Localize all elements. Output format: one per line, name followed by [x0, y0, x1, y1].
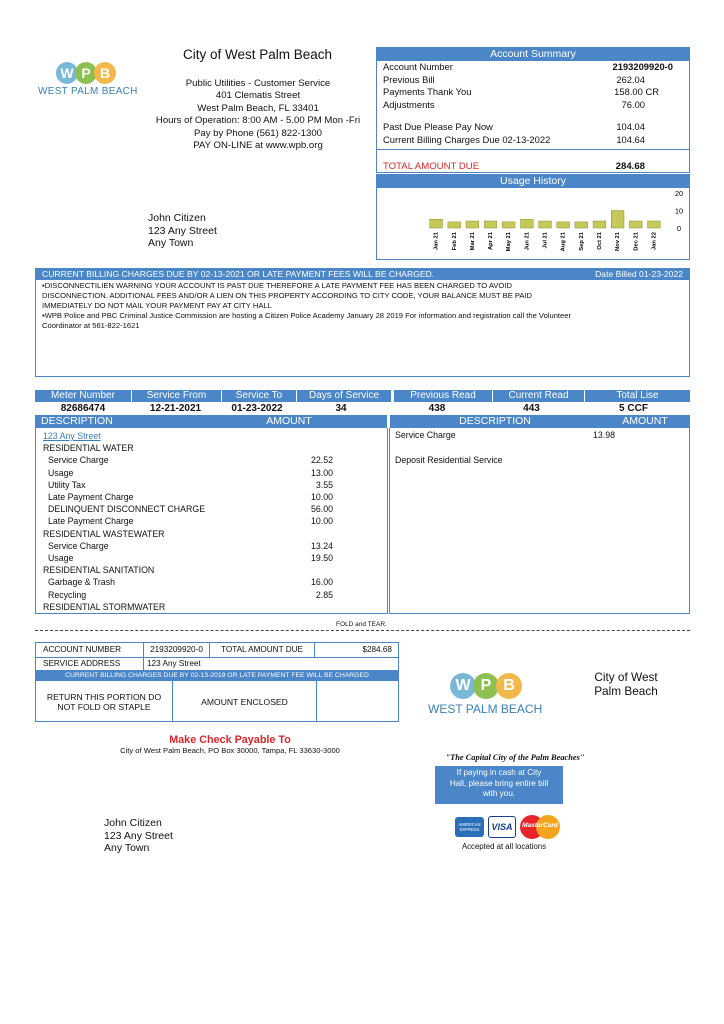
- usage-bar: [520, 219, 533, 228]
- meter-value-row: [35, 402, 690, 415]
- notice-header: [36, 269, 689, 280]
- charge-desc: Usage: [48, 553, 74, 564]
- x-tick-label: Jan 21: [433, 232, 440, 251]
- notice-line: ▪WPB Police and PBC Criminal Justice Commission are hosting a Citizen Police Academy January 28 2019 For information and registration call the Volunteer: [42, 311, 572, 320]
- charge-row: [43, 576, 380, 588]
- charge-desc: RESIDENTIAL WATER: [43, 443, 134, 454]
- charge-amount: 13.00: [310, 467, 333, 478]
- customer-name: John Citizen: [104, 817, 162, 829]
- customer-name: John Citizen: [148, 212, 206, 224]
- charge-amount: 3.55: [315, 479, 333, 490]
- total-due-row: [383, 161, 683, 172]
- charge-amount: 16.00: [310, 577, 333, 588]
- customer-town: Any Town: [104, 842, 150, 854]
- meter-col-header: Current Read: [493, 390, 585, 402]
- stub-notice: CURRENT BILLING CHARGES DUE BY 02-13-2019 OR LATE PAYMENT FEE WILL BE CHARGED: [36, 670, 398, 681]
- date-billed: Date Billed 01-23-2022: [595, 269, 683, 279]
- summary-value: 158.00 CR: [614, 86, 659, 97]
- charge-row: [43, 467, 380, 479]
- city-logo: [38, 62, 138, 97]
- fold-text: FOLD and TEAR.: [336, 621, 387, 628]
- mailing-address: [104, 817, 173, 855]
- charges-header-row: [35, 415, 690, 428]
- summary-value: 104.64: [616, 133, 645, 145]
- charge-desc: Usage: [48, 467, 74, 478]
- usage-bar: [575, 222, 588, 228]
- meter-number: 82686474: [60, 403, 106, 414]
- x-tick-label: Apr 21: [488, 232, 495, 251]
- usage-history-title: Usage History: [377, 175, 689, 188]
- service-address-link[interactable]: 123 Any Street: [43, 431, 101, 441]
- summary-label: Payments Thank You: [383, 86, 472, 97]
- summary-row: [383, 134, 683, 147]
- x-tick-label: Dec 21: [633, 232, 640, 251]
- amount-enclosed-field[interactable]: [317, 681, 398, 722]
- card-logos: [455, 815, 560, 839]
- desc-header-right: DESCRIPTION: [459, 415, 531, 427]
- summary-label: Past Due Please Pay Now: [383, 121, 493, 132]
- x-tick-label: Jun 21: [524, 232, 531, 251]
- meter-col-header: Meter Number: [35, 390, 132, 402]
- summary-label: Previous Bill: [383, 73, 435, 85]
- previous-read: 438: [428, 403, 446, 414]
- meter-header-row: [35, 390, 690, 402]
- charge-desc: Late Payment Charge: [48, 516, 134, 527]
- amount-header-left: AMOUNT: [266, 415, 312, 427]
- total-use: 5 CCF: [619, 403, 648, 414]
- usage-bar: [502, 222, 515, 228]
- total-due-label: TOTAL AMOUNT DUE: [383, 161, 480, 172]
- visa-icon: VISA: [488, 816, 516, 838]
- customer-street: 123 Any Street: [148, 224, 217, 237]
- current-read: 443: [523, 403, 540, 414]
- charge-amount: 13.24: [310, 540, 333, 551]
- stub-service-label: SERVICE ADDRESS: [36, 658, 144, 670]
- charge-desc: RESIDENTIAL SANITATION: [43, 565, 155, 576]
- charge-desc: Service Charge: [48, 455, 109, 466]
- summary-row: [383, 99, 683, 112]
- left-charges-list: [36, 428, 387, 615]
- stub-return-text: RETURN THIS PORTION DO NOT FOLD OR STAPLE: [36, 681, 173, 722]
- usage-bar: [648, 221, 661, 228]
- stub-service-value: 123 Any Street: [147, 659, 201, 668]
- x-tick-label: Jan 22: [651, 232, 658, 251]
- meter-col-header: Previous Read: [394, 390, 493, 402]
- utility-address-block: [140, 78, 376, 152]
- summary-value: 2193209920-0: [612, 61, 673, 72]
- total-due-value: 284.68: [615, 161, 645, 172]
- x-tick-label: Jul 21: [542, 232, 549, 249]
- customer-address: [148, 212, 217, 250]
- charge-row: [43, 515, 380, 527]
- usage-bar: [448, 222, 461, 228]
- summary-value: 104.04: [616, 121, 645, 132]
- right-charges-list: [390, 428, 689, 467]
- charge-desc: RESIDENTIAL STORMWATER: [43, 601, 166, 612]
- logo-text: WEST PALM BEACH: [38, 86, 138, 97]
- payment-stub: [35, 642, 399, 722]
- usage-bar: [629, 221, 642, 228]
- address-line: PAY ON-LINE at www.wpb.org: [193, 140, 323, 152]
- charge-row: [43, 503, 380, 515]
- stub-total-label: TOTAL AMOUNT DUE: [210, 643, 315, 657]
- notice-line: Coordinator at 561-822-1621: [42, 321, 140, 330]
- logo-text: WEST PALM BEACH: [428, 702, 543, 716]
- x-tick-label: Mar 21: [469, 232, 476, 251]
- summary-rows: [383, 61, 683, 146]
- logo-circle-w: W: [450, 673, 476, 699]
- charge-amount: 19.50: [310, 553, 333, 564]
- charge-row: [395, 455, 684, 465]
- y-tick-label: 20: [674, 189, 684, 198]
- logo-circle-w: W: [56, 62, 78, 84]
- charge-desc: Service Charge: [395, 430, 456, 440]
- logo-circle-p: P: [75, 62, 97, 84]
- charge-desc: Utility Tax: [48, 479, 86, 490]
- charge-row: [43, 540, 380, 552]
- meter-col-header: Total Lise: [616, 390, 659, 401]
- stub-row-2: [36, 658, 398, 670]
- summary-value: 76.00: [621, 98, 645, 110]
- y-tick-label: 10: [674, 206, 684, 216]
- charge-row: [43, 491, 380, 503]
- charge-row: [43, 589, 380, 601]
- address-line: 401 Clematis Street: [215, 90, 301, 102]
- charge-amount: 2.85: [315, 589, 333, 600]
- logo-circle-b: B: [94, 62, 116, 84]
- address-line: Pay by Phone (561) 822-1300: [193, 127, 322, 139]
- notice-body: [36, 280, 689, 332]
- x-tick-label: May 21: [506, 232, 513, 252]
- charge-desc: DELINQUENT DISCONNECT CHARGE: [48, 504, 206, 515]
- logo-circle-p: P: [473, 673, 499, 699]
- summary-row: [383, 121, 683, 134]
- notice-line: DISCONNECTION. ADDITIONAL FEES AND/OR A LIEN ON THIS PROPERTY ACCORDING TO CITY CODE, YOUR BALANCE MUST BE PAID: [42, 291, 533, 300]
- summary-label: Adjustments: [383, 98, 435, 110]
- accepted-note: Accepted at all locations: [461, 842, 547, 851]
- meter-col-header: Days of Service: [297, 390, 394, 402]
- usage-bar: [430, 219, 443, 228]
- usage-bar: [539, 221, 552, 228]
- usage-history-panel: [376, 174, 690, 260]
- charges-left: [35, 428, 388, 614]
- remit-address: City of West Palm Beach, PO Box 30000, Tampa, FL 33630-3000: [120, 746, 340, 755]
- charge-section-heading: [43, 601, 380, 613]
- x-tick-label: Sep 21: [578, 232, 585, 251]
- stub-account-value: 2193209920-0: [144, 643, 210, 657]
- city-slogan: "The Capital City of the Palm Beaches": [445, 753, 585, 762]
- x-tick-label: Aug 21: [560, 232, 567, 252]
- charge-amount: 56.00: [310, 504, 333, 515]
- y-tick-label: 0: [676, 224, 682, 233]
- make-check-heading: Make Check Payable To: [169, 734, 291, 746]
- amount-header-right: AMOUNT: [622, 415, 668, 427]
- x-tick-label: Oct 21: [596, 232, 603, 250]
- x-tick-label: Feb 21: [451, 232, 458, 251]
- notice-line: ▪DISCONNECTILIEN WARNING YOUR ACCOUNT IS PAST DUE THEREFORE A LATE PAYMENT FEE HAS BEEN CHARGED TO AVOID: [42, 281, 512, 290]
- charge-row: [43, 454, 380, 466]
- charge-amount: 13.98: [593, 430, 616, 440]
- days-of-service: 34: [335, 403, 347, 414]
- customer-street: 123 Any Street: [104, 829, 173, 842]
- desc-header-left: DESCRIPTION: [41, 415, 113, 427]
- stub-total-value: $284.68: [362, 645, 392, 654]
- charge-section-heading: [43, 442, 380, 454]
- summary-row: [383, 61, 683, 74]
- cash-note: If paying in cash at City Hall, please bring entire bill with you.: [435, 766, 563, 804]
- charge-row: [395, 430, 684, 444]
- meter-col-header: Service From: [132, 390, 222, 402]
- customer-town: Any Town: [148, 237, 194, 249]
- notice-line: IMMEDIATELY DO NOT MAIL YOUR PAYMENT PAY AT CITY HALL: [42, 301, 272, 310]
- stub-account-label: ACCOUNT NUMBER: [36, 643, 144, 657]
- stub-row-3: [36, 681, 398, 722]
- logo-circle-b: B: [496, 673, 522, 699]
- usage-bar: [484, 221, 497, 228]
- usage-chart: [377, 188, 689, 260]
- usage-bar: [466, 221, 479, 228]
- charge-row: [43, 552, 380, 564]
- stub-amount-enclosed-label: AMOUNT ENCLOSED: [173, 681, 317, 722]
- mastercard-label: MasterCard: [522, 822, 558, 829]
- charge-desc: Garbage & Trash: [48, 577, 115, 588]
- fold-line: [35, 630, 690, 631]
- charge-amount: 10.00: [310, 492, 333, 503]
- billing-notice: [35, 268, 690, 377]
- address-line: Hours of Operation: 8:00 AM - 5.00 PM Mon -Fri: [155, 115, 361, 127]
- usage-bar: [557, 222, 570, 228]
- charge-desc: Service Charge: [48, 540, 109, 551]
- charge-section-heading: [43, 564, 380, 576]
- stub-city-name: City of West Palm Beach: [594, 670, 658, 698]
- usage-bar: [611, 211, 624, 229]
- mastercard-icon: [520, 815, 560, 839]
- service-to: 01-23-2022: [231, 403, 283, 414]
- account-summary-panel: [376, 47, 690, 173]
- address-line: Public Utilities - Customer Service: [185, 78, 331, 89]
- x-tick-label: Nov 21: [615, 232, 622, 252]
- amex-icon: AMERICAN EXPRESS: [455, 817, 484, 837]
- usage-bar: [593, 221, 606, 228]
- summary-value: 262.04: [616, 73, 645, 85]
- account-summary-title: Account Summary: [377, 48, 689, 61]
- meter-table: [35, 390, 690, 428]
- summary-label: Account Number: [383, 61, 453, 72]
- charges-right: [389, 428, 690, 614]
- address-line: West Palm Beach, FL 33401: [197, 102, 319, 114]
- stub-row-1: [36, 643, 398, 658]
- summary-label: Current Billing Charges Due 02-13-2022: [383, 133, 551, 145]
- charge-desc: Recycling: [48, 589, 87, 600]
- summary-row: [383, 74, 683, 87]
- charge-amount: 10.00: [310, 516, 333, 527]
- service-from: 12-21-2021: [149, 403, 202, 414]
- page-title: City of West Palm Beach: [182, 47, 333, 62]
- charge-desc: Late Payment Charge: [48, 492, 134, 503]
- charge-row: [43, 479, 380, 491]
- meter-col-header: Service To: [222, 390, 297, 402]
- stub-logo: [428, 673, 542, 716]
- charge-desc: RESIDENTIAL WASTEWATER: [43, 528, 165, 539]
- notice-header-text: CURRENT BILLING CHARGES DUE BY 02-13-2021 OR LATE PAYMENT FEES WILL BE CHARGED.: [42, 269, 435, 279]
- charge-section-heading: [43, 528, 380, 540]
- summary-row: [383, 86, 683, 99]
- charge-desc: Deposit Residential Service: [395, 455, 503, 465]
- charge-amount: 22.52: [310, 455, 333, 466]
